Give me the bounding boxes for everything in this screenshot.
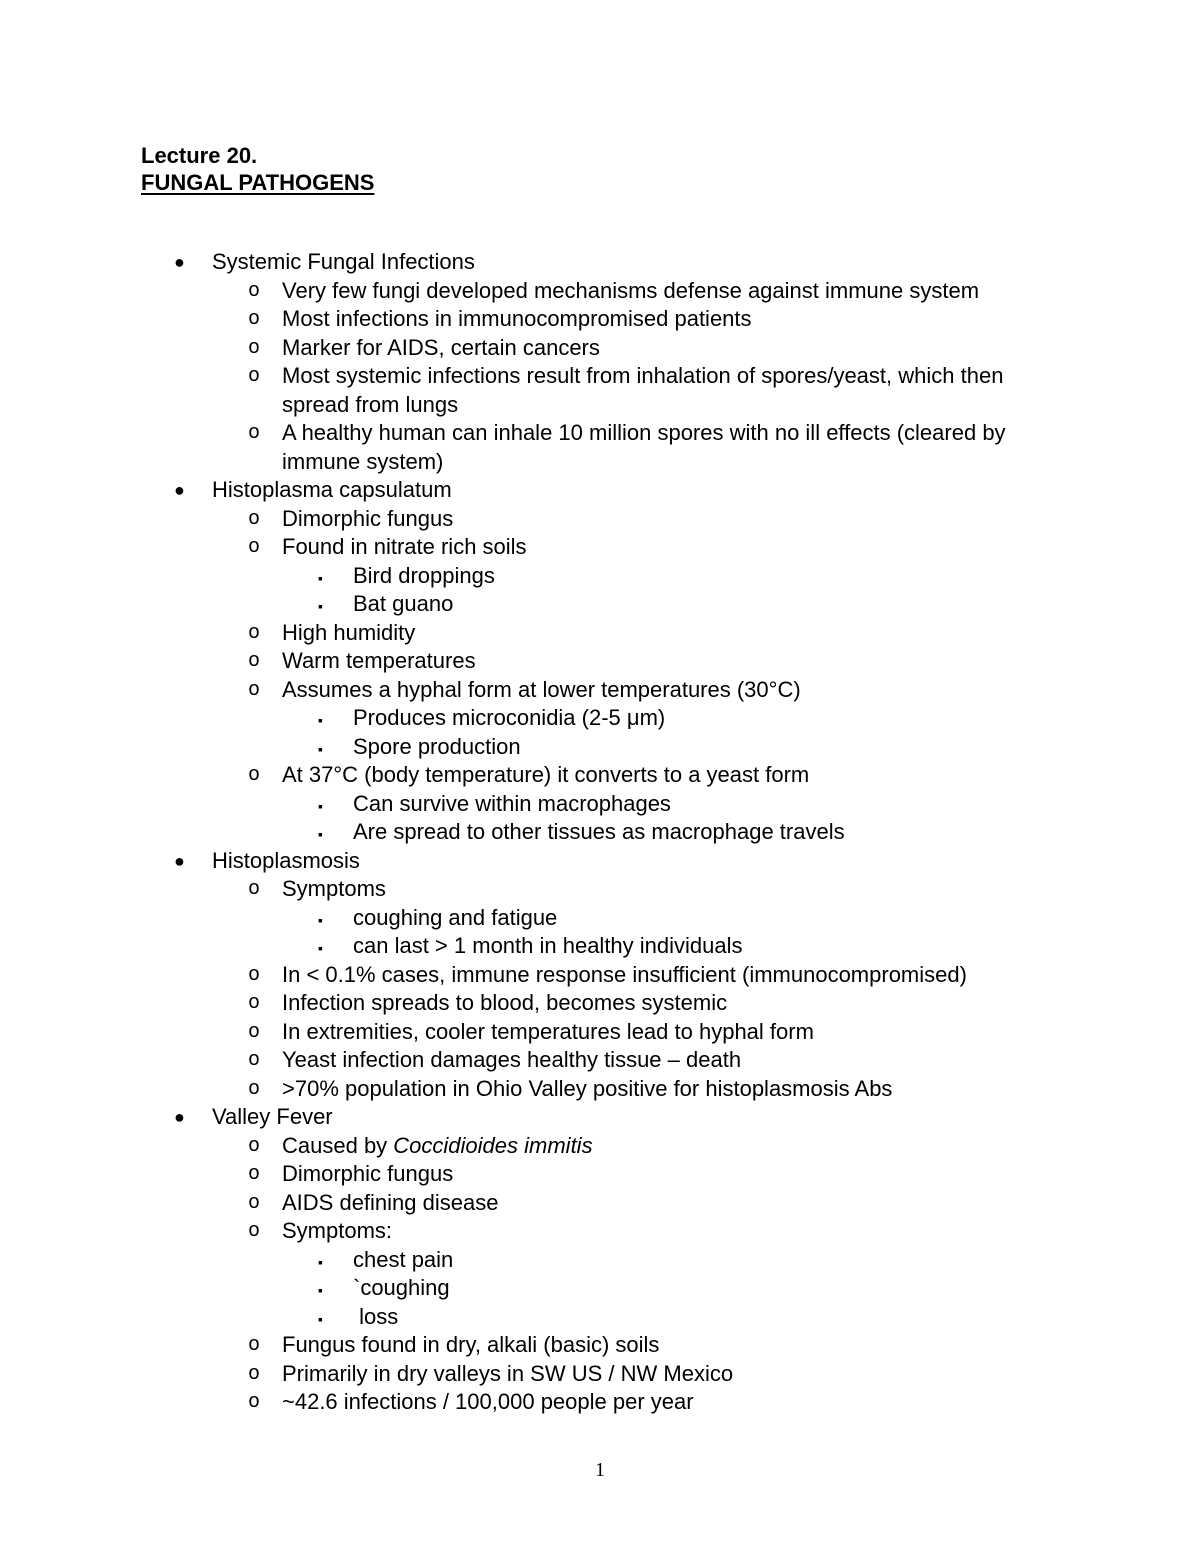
bullet-square-icon: ▪ [318,569,323,586]
bullet-circle-icon: o [248,650,261,673]
outline-item [0,1189,1200,1218]
outline-subitem [0,904,1200,933]
outline-item [0,419,1200,476]
page-number: 1 [595,1459,605,1481]
bullet-circle-icon: o [248,678,261,702]
item-text: ~42.6 infections / 100,000 people per year [282,1389,694,1414]
species-name: Coccidioides immitis [393,1132,593,1158]
bullet-circle-icon: o [248,1020,261,1044]
bullet-circle-icon: o [248,336,261,360]
item-text: A healthy human can inhale 10 million spores with no ill effects (cleared by immune system) [282,420,1006,474]
outline-item [0,875,1200,904]
outline-item [0,1360,1200,1389]
bullet-circle-icon: o [248,1362,261,1386]
bullet-dot-icon: ● [174,252,185,272]
outline-item [0,505,1200,534]
bullet-square-icon: ▪ [318,1282,323,1298]
item-text: Dimorphic fungus [282,1161,454,1186]
subitem-text: coughing and fatigue [353,904,558,930]
outline-item [0,761,1200,790]
bullet-circle-icon: o [248,1049,261,1072]
bullet-square-icon: ▪ [318,712,323,728]
subitem-text: Spore production [353,733,521,759]
bullet-circle-icon: o [248,1391,261,1414]
bullet-circle-icon: o [248,279,261,303]
outline-subitem [0,818,1200,847]
bullet-square-icon: ▪ [318,911,323,928]
outline-item [0,1018,1200,1047]
item-text: In extremities, cooler temperatures lead to hyphal form [282,1018,814,1044]
outline-item [0,989,1200,1018]
item-text: Yeast infection damages healthy tissue – death [282,1047,742,1072]
section-heading: Histoplasma capsulatum [212,477,452,502]
item-text: AIDS defining disease [282,1189,499,1215]
bullet-circle-icon: o [248,878,261,901]
outline-subitem [0,733,1200,762]
outline-item [0,961,1200,990]
item-text: Dimorphic fungus [282,505,454,531]
outline-item [0,334,1200,363]
bullet-square-icon: ▪ [318,826,323,842]
subitem-text: Bat guano [353,591,454,616]
subitem-text: Can survive within macrophages [353,790,671,816]
bullet-square-icon: ▪ [318,1310,323,1327]
outline-item [0,533,1200,562]
outline-item [0,1331,1200,1360]
item-text-prefix: Caused by [282,1132,394,1158]
bullet-circle-icon: o [248,536,261,559]
bullet-circle-icon: o [248,507,261,531]
item-text: Warm temperatures [282,648,476,673]
bullet-dot-icon: ● [174,850,185,871]
item-text: >70% population in Ohio Valley positive for histoplasmosis Abs [282,1075,893,1101]
outline-subitem [0,562,1200,591]
outline-section [0,1103,1200,1132]
section-heading: Histoplasmosis [212,847,360,873]
bullet-circle-icon: o [248,1334,261,1357]
bullet-square-icon: ▪ [318,1253,323,1270]
bullet-square-icon: ▪ [318,598,323,614]
outline-item [0,619,1200,648]
bullet-circle-icon: o [248,963,261,987]
item-text: Primarily in dry valleys in SW US / NW Mexico [282,1360,734,1386]
outline-item [0,676,1200,705]
outline-item [0,277,1200,306]
subitem-text: Produces microconidia (2-5 μm) [353,705,666,730]
item-text: Most infections in immunocompromised patients [282,306,752,331]
subitem-text: Bird droppings [353,562,495,588]
outline-subitem [0,790,1200,819]
item-text: In < 0.1% cases, immune response insufficient (immunocompromised) [282,961,967,987]
outline-item [0,1046,1200,1075]
outline-subitem [0,1274,1200,1303]
outline-item [0,1160,1200,1189]
item-text [282,1132,1072,1161]
section-heading: Valley Fever [212,1104,333,1129]
outline-subitem [0,590,1200,619]
bullet-square-icon: ▪ [318,940,323,956]
outline-subitem [0,704,1200,733]
item-text: Infection spreads to blood, becomes systemic [282,990,728,1015]
item-text: Found in nitrate rich soils [282,534,527,559]
bullet-dot-icon: ● [174,480,185,500]
page-title: FUNGAL PATHOGENS [141,170,375,195]
outline-section [0,847,1200,876]
outline-item [0,647,1200,676]
outline-item [0,1388,1200,1417]
outline-section [0,476,1200,505]
bullet-square-icon: ▪ [318,740,323,757]
outline-item [0,1132,1200,1161]
bullet-dot-icon: ● [174,1107,185,1127]
subitem-text: `coughing [353,1275,450,1300]
bullet-circle-icon: o [248,1191,261,1215]
outline-item [0,305,1200,334]
item-text: Very few fungi developed mechanisms defense against immune system [282,277,980,303]
outline-item [0,362,1200,419]
outline-item [0,1075,1200,1104]
subitem-text: can last > 1 month in healthy individuals [353,933,743,958]
bullet-circle-icon: o [248,1077,261,1101]
lecture-number: Lecture 20. [141,143,258,168]
item-text: Most systemic infections result from inhalation of spores/yeast, which then spread from lungs [282,363,1004,417]
bullet-circle-icon: o [248,365,261,388]
outline-item [0,1217,1200,1246]
item-text: Fungus found in dry, alkali (basic) soils [282,1332,660,1357]
bullet-square-icon: ▪ [318,797,323,814]
item-text: Marker for AIDS, certain cancers [282,334,600,360]
outline-subitem [0,1246,1200,1275]
lecture-outline [0,248,1200,1417]
section-heading: Systemic Fungal Infections [212,249,475,274]
item-text: High humidity [282,619,416,645]
bullet-circle-icon: o [248,1163,261,1186]
subitem-text: loss [353,1303,399,1329]
item-text: Symptoms [282,876,386,901]
bullet-circle-icon: o [248,764,261,787]
subitem-text: Are spread to other tissues as macrophage travels [353,819,845,844]
bullet-circle-icon: o [248,1220,261,1243]
outline-subitem [0,932,1200,961]
item-text: At 37°C (body temperature) it converts to a yeast form [282,762,810,787]
bullet-circle-icon: o [248,992,261,1015]
outline-section [0,248,1200,277]
subitem-text: chest pain [353,1246,454,1272]
outline-subitem [0,1303,1200,1332]
bullet-circle-icon: o [248,308,261,331]
item-text: Assumes a hyphal form at lower temperatures (30°C) [282,676,801,702]
bullet-circle-icon: o [248,1134,261,1158]
bullet-circle-icon: o [248,422,261,445]
item-text: Symptoms: [282,1218,393,1243]
bullet-circle-icon: o [248,621,261,645]
